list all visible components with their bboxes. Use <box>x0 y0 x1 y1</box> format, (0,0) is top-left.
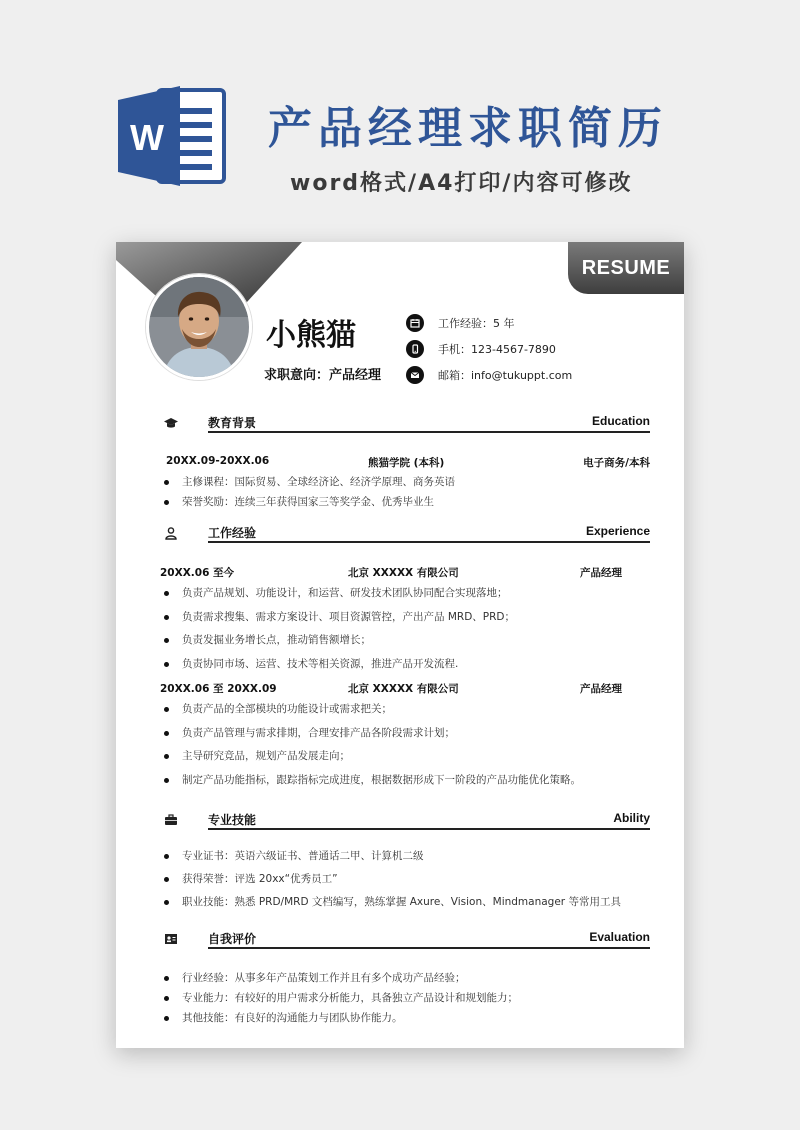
banner-subtitle: word格式/A4打印/内容可修改 <box>290 171 633 196</box>
person-icon <box>164 526 178 540</box>
job-target: 求职意向：产品经理 <box>264 368 382 383</box>
evaluation-section <box>160 928 650 1028</box>
contact-experience-text: 工作经验：5 年 <box>438 317 515 330</box>
list-item: 负责需求搜集、需求方案设计、项目资源管控，产出产品 MRD、PRD； <box>160 606 650 630</box>
word-document-icon <box>118 86 228 186</box>
job-duties-list <box>160 698 650 792</box>
ability-header <box>160 809 650 831</box>
list-item: 负责协同市场、运营、技术等相关资源，推进产品开发流程. <box>160 653 650 677</box>
briefcase-icon <box>164 813 178 827</box>
evaluation-list <box>160 968 650 1028</box>
list-item: 其他技能：有良好的沟通能力与团队协作能力。 <box>160 1008 650 1028</box>
education-school: 熊猫学院 (本科) <box>368 457 445 469</box>
job-duties-list <box>160 582 650 676</box>
list-item: 行业经验：从事多年产品策划工作并且有多个成功产品经验； <box>160 968 650 988</box>
contact-email <box>406 362 572 388</box>
job-company: 北京 XXXXX 有限公司 <box>348 683 459 695</box>
experience-section <box>160 522 650 792</box>
job-role: 产品经理 <box>580 683 622 695</box>
resume-tab: RESUME <box>568 242 684 294</box>
education-row <box>160 452 650 472</box>
list-item: 获得荣誉：评选 20xx“优秀员工” <box>160 868 650 891</box>
list-item: 负责发掘业务增长点，推动销售额增长； <box>160 629 650 653</box>
list-item: 职业技能：熟悉 PRD/MRD 文档编写，熟练掌握 Axure、Vision、Mindmanager 等常用工具 <box>160 891 650 914</box>
graduation-cap-icon <box>164 416 178 430</box>
avatar <box>146 274 252 380</box>
ability-title-en: Ability <box>613 811 650 825</box>
education-title-en: Education <box>591 414 650 428</box>
evaluation-title-en: Evaluation <box>589 930 650 944</box>
list-item: 专业能力：有较好的用户需求分析能力，具备独立产品设计和规划能力； <box>160 988 650 1008</box>
list-item: 主导研究竞品，规划产品发展走向； <box>160 745 650 769</box>
banner-title: 产品经理求职简历 <box>268 103 668 154</box>
section-divider <box>208 828 650 830</box>
phone-icon <box>406 340 424 358</box>
education-header <box>160 412 650 434</box>
contact-info <box>406 310 572 388</box>
list-item: 负责产品管理与需求排期，合理安排产品各阶段需求计划； <box>160 722 650 746</box>
education-major: 电子商务/本科 <box>583 457 650 469</box>
candidate-name: 小熊猫 <box>266 318 356 353</box>
list-item: 主修课程：国际贸易、全球经济论、经济学原理、商务英语 <box>160 472 650 492</box>
resume-page <box>116 242 684 1048</box>
section-divider <box>208 947 650 949</box>
experience-title: 工作经验 <box>208 526 257 540</box>
ability-list <box>160 845 650 914</box>
job-role: 产品经理 <box>580 567 622 579</box>
experience-title-en: Experience <box>585 524 650 538</box>
contact-phone <box>406 336 572 362</box>
education-title: 教育背景 <box>208 416 257 430</box>
education-list <box>160 472 650 512</box>
ability-section <box>160 809 650 914</box>
ability-title: 专业技能 <box>208 813 257 827</box>
calendar-icon <box>406 314 424 332</box>
job-period: 20XX.06 至 20XX.09 <box>160 683 277 695</box>
list-item: 专业证书：英语六级证书、普通话二甲、计算机二级 <box>160 845 650 868</box>
section-divider <box>208 431 650 433</box>
contact-email-text[interactable]: 邮箱：info@tukuppt.com <box>438 369 573 382</box>
section-divider <box>208 541 650 543</box>
job-row <box>160 678 650 698</box>
experience-header <box>160 522 650 544</box>
list-item: 制定产品功能指标，跟踪指标完成进度，根据数据形成下一阶段的产品功能优化策略。 <box>160 769 650 793</box>
education-period: 20XX.09-20XX.06 <box>166 455 270 467</box>
id-card-icon <box>164 932 178 946</box>
contact-phone-text[interactable]: 手机：123-4567-7890 <box>438 343 556 356</box>
list-item: 荣誉奖励：连续三年获得国家三等奖学金、优秀毕业生 <box>160 492 650 512</box>
evaluation-header <box>160 928 650 950</box>
contact-experience <box>406 310 572 336</box>
word-icon-letter: W <box>130 117 164 158</box>
job-row <box>160 562 650 582</box>
job-period: 20XX.06 至今 <box>160 567 235 579</box>
list-item: 负责产品规划、功能设计，和运营、研发技术团队协同配合实现落地； <box>160 582 650 606</box>
education-section <box>160 412 650 512</box>
mail-icon <box>406 366 424 384</box>
list-item: 负责产品的全部模块的功能设计或需求把关； <box>160 698 650 722</box>
evaluation-title: 自我评价 <box>208 932 257 946</box>
job-company: 北京 XXXXX 有限公司 <box>348 567 459 579</box>
